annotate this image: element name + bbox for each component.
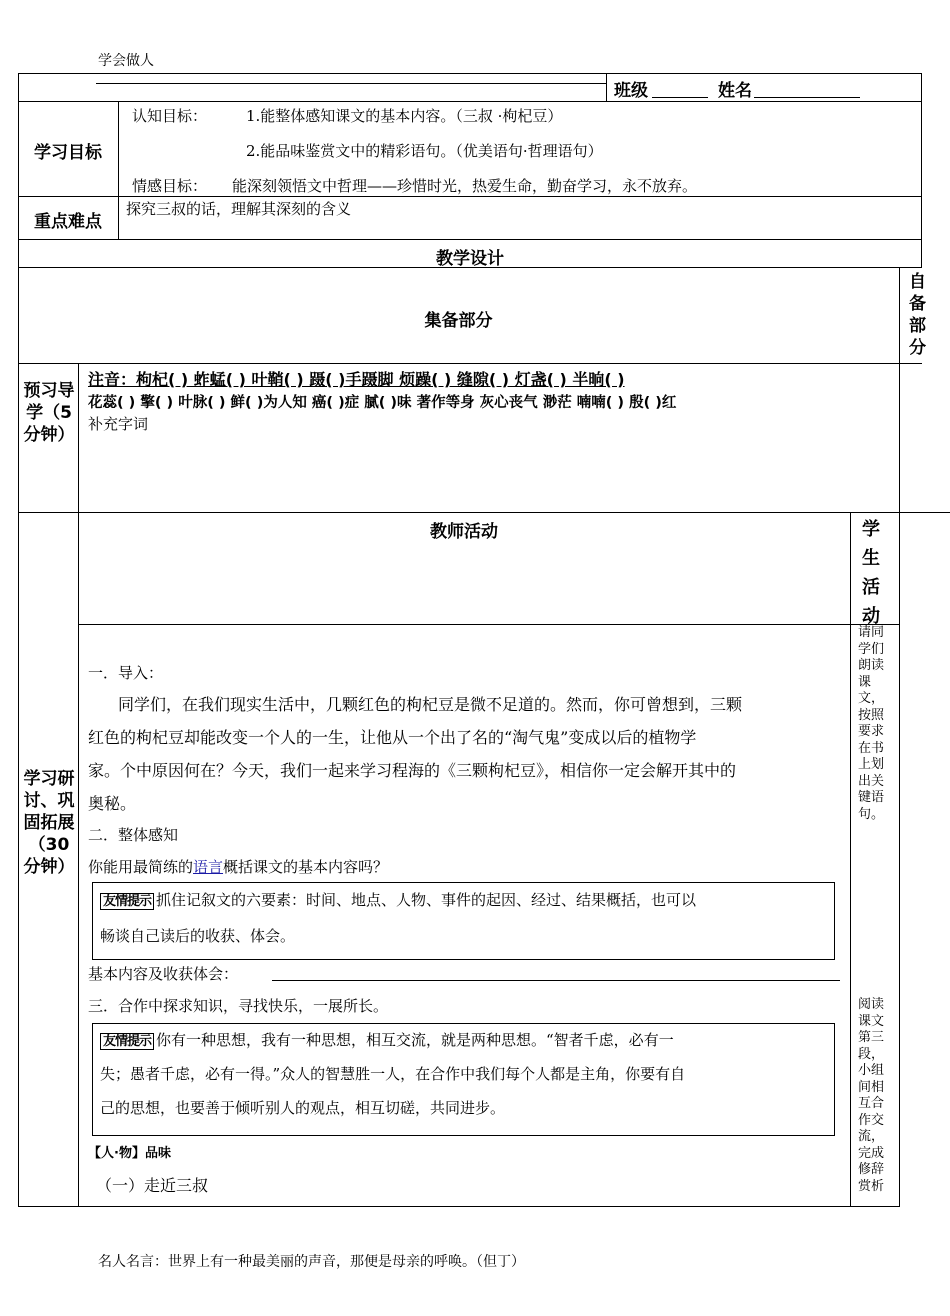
overall-title: 二．整体感知 bbox=[88, 826, 179, 844]
preview-label: 预习导学（5分钟） bbox=[23, 381, 75, 445]
overall-question-text: 概括课文的基本内容吗？ bbox=[223, 858, 389, 876]
coop-title: 三．合作中探求知识，寻找快乐，一展所长。 bbox=[88, 997, 389, 1015]
basic-content-label: 基本内容及收获体会： bbox=[88, 965, 239, 983]
tip-badge: 友情提示 bbox=[100, 893, 154, 910]
collective-label: 集备部分 bbox=[424, 311, 493, 331]
name-label: 姓名 bbox=[718, 81, 752, 101]
rule bbox=[18, 512, 950, 513]
goals-label: 学习目标 bbox=[34, 143, 102, 163]
tip-1-text: 抓住记叙文的六要素：时间、地点、人物、事件的起因、经过、结果概括，也可以 bbox=[156, 891, 697, 909]
rule bbox=[899, 267, 900, 1207]
table-top bbox=[18, 73, 922, 74]
header-rule bbox=[96, 83, 606, 84]
emotion-label: 情感目标： bbox=[132, 177, 208, 195]
overall-question bbox=[88, 856, 388, 877]
footer-quote: 名人名言：世界上有一种最美丽的声音，那便是母亲的呼唤。（但丁） bbox=[98, 1254, 525, 1270]
design-title: 教学设计 bbox=[436, 249, 504, 269]
teacher-activity-label: 教师活动 bbox=[430, 522, 498, 542]
language-link[interactable]: 语言 bbox=[193, 858, 224, 876]
rule bbox=[606, 73, 607, 101]
intro-title: 一．导入： bbox=[88, 664, 164, 682]
emotion-goal: 能深刻领悟文中哲理——珍惜时光，热爱生命，勤奋学习，永不放弃。 bbox=[232, 177, 698, 195]
name-blank[interactable] bbox=[754, 97, 860, 98]
tip-2-text: 失；愚者千虑，必有一得。”众人的智慧胜一人，在合作中我们每个人都是主角，你要有自 bbox=[100, 1065, 686, 1083]
class-blank[interactable] bbox=[652, 97, 708, 98]
class-label: 班级 bbox=[614, 81, 648, 101]
cognitive-goal-1: 1.能整体感知课文的基本内容。（三叔 ·枸杞豆） bbox=[246, 107, 563, 125]
header-title: 学会做人 bbox=[98, 53, 154, 69]
student-note-1: 请同学们朗读课文，按照要求在书上划出关键语句。 bbox=[858, 625, 885, 822]
overall-question-text: 你能用最简练的 bbox=[88, 858, 194, 876]
cognitive-label: 认知目标： bbox=[132, 107, 208, 125]
pinyin-line-1: 注音：枸杞( ) 蚱蜢( ) 叶鞘( ) 蹑( )手蹑脚 烦躁( ) 缝隙( ) 灯盏( ) 半晌( ) bbox=[88, 370, 625, 389]
intro-paragraph: 同学们，在我们现实生活中，几颗红色的枸杞豆是微不足道的。然而，你可曾想到，三颗 bbox=[118, 695, 743, 714]
table-right bbox=[921, 73, 922, 267]
rule bbox=[78, 624, 900, 625]
intro-paragraph: 家。个中原因何在？今天，我们一起来学习程海的《三颗枸杞豆》，相信你一定会解开其中的 bbox=[88, 761, 737, 780]
self-prep-label: 自备部分 bbox=[909, 272, 926, 358]
table-bottom bbox=[18, 1206, 900, 1207]
approach-title: （一）走近三叔 bbox=[96, 1176, 209, 1195]
rule bbox=[18, 101, 922, 102]
intro-paragraph: 奥秘。 bbox=[88, 794, 137, 813]
study-label: 学习研讨、巩固拓展（30分钟） bbox=[23, 769, 75, 877]
rule bbox=[850, 512, 851, 1207]
pinyin-line-2: 花蕊( ) 擎( ) 叶脉( ) 鲜( )为人知 癌( )症 腻( )味 著作等身 灰心丧气 渺茫 喃喃( ) 殷( )红 bbox=[88, 395, 677, 411]
tip-2-text: 你有一种思想，我有一种思想，相互交流，就是两种思想。“智者千虑，必有一 bbox=[156, 1031, 674, 1049]
tip-1-line bbox=[100, 889, 696, 910]
cognitive-goal-2: 2.能品味鉴赏文中的精彩语句。（优美语句·哲理语句） bbox=[246, 142, 603, 160]
rule bbox=[18, 363, 922, 364]
tip-2-text: 己的思想，也要善于倾听别人的观点，相互切磋，共同进步。 bbox=[100, 1099, 506, 1117]
intro-paragraph: 红色的枸杞豆却能改变一个人的一生，让他从一个出了名的“淘气鬼”变成以后的植物学 bbox=[88, 728, 697, 747]
tip-2-line bbox=[100, 1029, 674, 1050]
tip-badge: 友情提示 bbox=[100, 1033, 154, 1050]
rule bbox=[18, 239, 922, 240]
rule bbox=[78, 363, 79, 1207]
student-note-2: 阅读课文第三段，小组间相互合作交流，完成修辞赏析 bbox=[858, 997, 885, 1194]
student-activity-label: 学生活动 bbox=[862, 519, 880, 627]
rule bbox=[118, 101, 119, 239]
savor-title: 【人·物】品味 bbox=[88, 1146, 171, 1161]
rule bbox=[18, 196, 922, 197]
supplement-words: 补充字词 bbox=[88, 415, 149, 433]
basic-content-blank[interactable] bbox=[272, 980, 840, 981]
tip-1-text: 畅谈自己读后的收获、体会。 bbox=[100, 927, 296, 945]
key-text: 探究三叔的话，理解其深刻的含义 bbox=[126, 200, 352, 218]
key-label: 重点难点 bbox=[34, 212, 102, 232]
